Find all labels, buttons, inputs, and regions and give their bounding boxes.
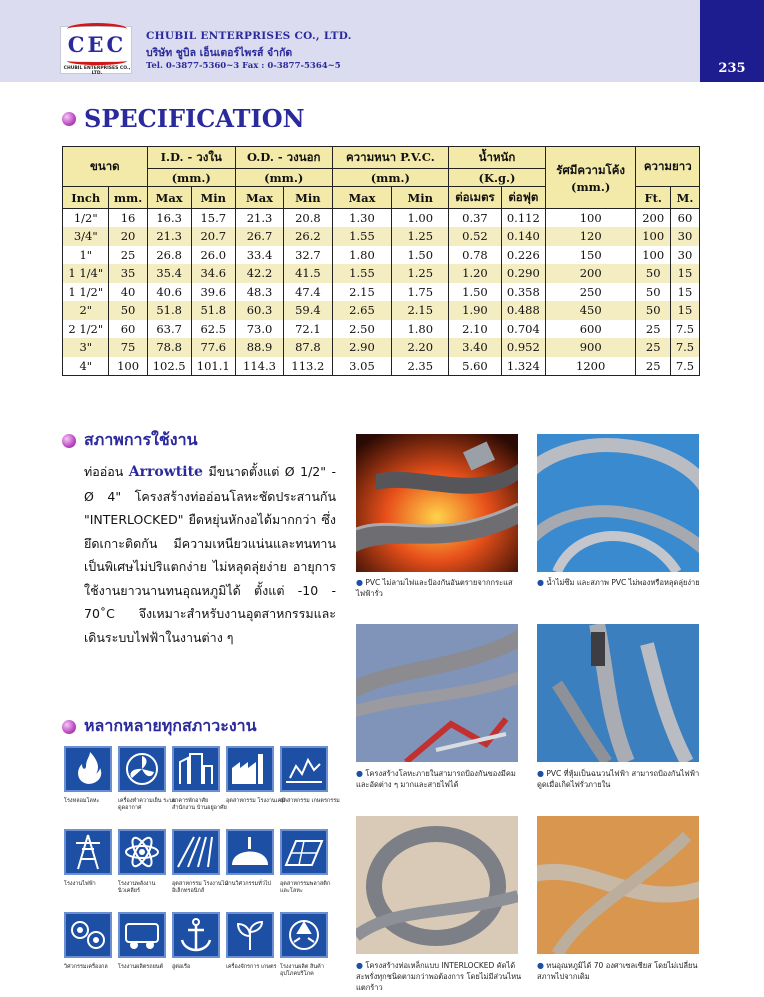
cell-inch: 1 1/2" [63,283,109,302]
cell-inch: 4" [63,357,109,376]
cell-m: 15 [670,264,699,283]
cell-id-max: 40.6 [147,283,191,302]
cell-per-meter: 3.40 [449,338,502,357]
caption-cut [537,768,703,790]
caption-sand [537,960,703,982]
cell-ft: 25 [636,357,670,376]
cell-id-max: 21.3 [147,227,191,246]
company-name-en: CHUBIL ENTERPRISES CO., LTD. [146,30,352,42]
photo-blue [537,434,699,572]
grain-icon [282,748,326,790]
photo-fire-image [356,434,518,572]
bullet-icon [62,434,76,448]
spec-title: SPECIFICATION [84,104,305,133]
cell-od-min: 113.2 [284,357,332,376]
cell-m: 7.5 [670,320,699,339]
application-tile [226,829,274,875]
cell-per-meter: 2.10 [449,320,502,339]
company-contact: Tel. 0-3877-5360~3 Fax : 0-3877-5364~5 [146,61,341,71]
bullet-dot-icon: ● [537,578,544,587]
photo-coil-image [356,816,518,954]
flame-icon [66,748,110,790]
cell-thick-max: 2.65 [332,301,392,320]
cell-id-min: 20.7 [191,227,235,246]
th-size: ขนาด [63,147,148,187]
cell-thick-min: 2.15 [392,301,449,320]
cell-thick-min: 2.20 [392,338,449,357]
caption-sand-text: ทนอุณหภูมิได้ 70 องศาเซลเซียส โดยไม่เปลี่ยนสภาพไปจากเดิม [537,961,698,981]
cell-m: 7.5 [670,338,699,357]
cell-inch: 2 1/2" [63,320,109,339]
cell-thick-min: 1.25 [392,264,449,283]
cell-radius: 150 [545,246,636,265]
cell-thick-max: 2.15 [332,283,392,302]
applications-title: หลากหลายทุกสภาวะงาน [84,716,257,735]
cell-m: 15 [670,283,699,302]
application-label: อู่ต่อเรือ [172,964,191,970]
cell-od-min: 32.7 [284,246,332,265]
company-name-th: บริษัท ชูบิล เอ็นเตอร์ไพรส์ จำกัด [146,47,293,59]
cell-inch: 1" [63,246,109,265]
cell-radius: 120 [545,227,636,246]
cell-ft: 200 [636,209,670,228]
usage-text-body: มีขนาดตั้งแต่ Ø 1/2" - Ø 4" โครงสร้างท่ออ่อนโลหะชัดประสานกัน "INTERLOCKED" ยืดหยุ่นหักงอได้มากกว่า ซึ่งยึดเกาะติดกัน มีความเหนียวแน่นและทนทาน เป็นพิเศษไม่ปริแตกง่าย ไม่หลุดลุ่ยง่าย อายุการใช้งานยาวนานทนอุณหภูมิได้ ตั้งแต่ -10 - 70˚C จึงเหมาะสำหรับงานอุตสาหกรรมและเดินระบบไฟฟ้าในงานต่าง ๆ [84,464,336,645]
atom-icon [120,831,164,873]
cell-id-max: 16.3 [147,209,191,228]
photo-cut [537,624,699,762]
cell-per-foot: 0.226 [501,246,545,265]
cell-od-min: 59.4 [284,301,332,320]
cell-m: 30 [670,227,699,246]
cell-od-max: 73.0 [235,320,283,339]
cell-id-min: 77.6 [191,338,235,357]
application-tile [172,912,220,958]
photo-water-image [356,624,518,762]
th-id: I.D. - วงใน [147,147,235,169]
application-label: อุตสาหกรรม โรงงานไม้ อิเล็กทรอนิกส์ [172,881,229,894]
table-row [63,357,700,376]
bullet-icon [62,720,76,734]
application-label: เครื่องจักรการ เกษตร [226,964,277,970]
cell-id-min: 51.8 [191,301,235,320]
anchor-icon [174,914,218,956]
application-tile [280,912,328,958]
logo-swoosh-bottom [67,57,127,65]
photo-cut-image [537,624,699,762]
caption-blue-text: น้ำไม่ซึม และสภาพ PVC ไม่พองหรือหลุดลุ่ยง่าย [546,578,700,587]
th-per-meter: ต่อเมตร [449,187,502,209]
application-tile [280,746,328,792]
cell-ft: 50 [636,301,670,320]
cell-id-min: 101.1 [191,357,235,376]
cell-id-max: 102.5 [147,357,191,376]
cell-inch: 2" [63,301,109,320]
th-thickness-unit: (mm.) [332,169,449,187]
company-logo [60,26,132,74]
photo-coil [356,816,518,954]
caption-coil [356,960,522,993]
application-tile [64,829,112,875]
logo-subtitle: CHUBIL ENTERPRISES CO., LTD. [63,66,131,76]
cell-mm: 75 [109,338,147,357]
cell-od-min: 41.5 [284,264,332,283]
application-label: โรงงานผลิต สินค้าอุปโภคบริโภค [280,964,324,977]
caption-water-text: โครงสร้างโลหะภายในสามารถป้องกันของมีคมและอัดต่าง ๆ มากและสายไฟได้ [356,769,516,789]
usage-text-prefix: ท่ออ่อน [84,464,129,479]
cell-radius: 200 [545,264,636,283]
cell-per-foot: 0.488 [501,301,545,320]
th-id-min: Min [191,187,235,209]
photo-fire [356,434,518,572]
th-m: M. [670,187,699,209]
cell-id-min: 26.0 [191,246,235,265]
cell-od-max: 26.7 [235,227,283,246]
cell-ft: 50 [636,283,670,302]
cell-id-min: 34.6 [191,264,235,283]
caption-fire-text: PVC ไม่ลามไฟและป้องกันอันตรายจากกระแสไฟฟ้ารั่ว [356,578,513,598]
application-tile [172,746,220,792]
usage-paragraph [84,460,336,649]
cell-per-meter: 0.78 [449,246,502,265]
cell-per-foot: 0.704 [501,320,545,339]
application-label: เครื่องทำความเย็น ระบบดูดอากาศ [118,798,177,811]
application-label: งานวิศวกรรมทั่วไป [226,881,272,887]
cell-od-min: 47.4 [284,283,332,302]
photo-blue-image [537,434,699,572]
th-radius-unit: (mm.) [571,179,611,194]
table-row [63,320,700,339]
caption-coil-text: โครงสร้างท่อเหล็กแบบ INTERLOCKED คัดได้สะพรั่งทุกชนิดตามกว่าพอต้องการ โดยไม่มีส่วนไหนแตกร้าว [356,961,522,992]
cell-per-foot: 0.112 [501,209,545,228]
th-ft: Ft. [636,187,670,209]
cell-ft: 50 [636,264,670,283]
cell-ft: 25 [636,338,670,357]
cell-od-min: 26.2 [284,227,332,246]
cell-inch: 3/4" [63,227,109,246]
application-label: โรงงานผลิตรถยนต์ [118,964,164,970]
cell-thick-max: 1.55 [332,264,392,283]
cell-mm: 20 [109,227,147,246]
cell-per-meter: 5.60 [449,357,502,376]
brand-name: Arrowtite [128,464,203,480]
cell-id-max: 63.7 [147,320,191,339]
page-number-box [700,0,764,82]
cell-inch: 1 1/4" [63,264,109,283]
factory-icon [228,748,272,790]
table-row [63,338,700,357]
application-label: อุตสาหกรรม เกษตรกรรม [280,798,340,804]
cell-per-foot: 0.358 [501,283,545,302]
th-inch: Inch [63,187,109,209]
cell-per-meter: 1.20 [449,264,502,283]
vehicle-icon [120,914,164,956]
cell-m: 15 [670,301,699,320]
application-tile [226,912,274,958]
cell-per-foot: 0.140 [501,227,545,246]
cell-id-min: 15.7 [191,209,235,228]
cell-thick-min: 1.75 [392,283,449,302]
cell-mm: 40 [109,283,147,302]
cell-inch: 1/2" [63,209,109,228]
bullet-dot-icon: ● [356,961,363,970]
application-label: วิศวกรรมเครื่องกล [64,964,108,970]
application-tile [118,829,166,875]
th-od-unit: (mm.) [235,169,332,187]
bullet-dot-icon: ● [356,769,363,778]
cell-radius: 600 [545,320,636,339]
spec-table [62,146,700,376]
th-per-foot: ต่อฟุต [501,187,545,209]
caption-blue [537,577,703,588]
cell-id-min: 62.5 [191,320,235,339]
cell-per-meter: 1.90 [449,301,502,320]
cell-id-max: 35.4 [147,264,191,283]
cell-radius: 450 [545,301,636,320]
application-label: อุตสาหกรรม โรงงานเคมี [226,798,285,804]
cell-ft: 100 [636,227,670,246]
table-row [63,227,700,246]
cell-id-max: 51.8 [147,301,191,320]
cell-od-max: 60.3 [235,301,283,320]
tower-icon [66,831,110,873]
th-id-unit: (mm.) [147,169,235,187]
bullet-icon [62,112,76,126]
usage-heading [62,428,198,453]
bullet-dot-icon: ● [537,961,544,970]
cell-thick-max: 1.55 [332,227,392,246]
application-label: โรงหลอมโลหะ [64,798,100,804]
cell-od-max: 48.3 [235,283,283,302]
cell-thick-min: 1.00 [392,209,449,228]
cell-id-min: 39.6 [191,283,235,302]
application-tile [172,829,220,875]
cell-ft: 25 [636,320,670,339]
cell-od-max: 114.3 [235,357,283,376]
cell-od-max: 42.2 [235,264,283,283]
th-od: O.D. - วงนอก [235,147,332,169]
application-tile [64,746,112,792]
cell-radius: 900 [545,338,636,357]
cell-mm: 60 [109,320,147,339]
applications-heading [62,714,257,739]
cell-od-max: 21.3 [235,209,283,228]
cell-per-foot: 1.324 [501,357,545,376]
spec-table-body [63,209,700,376]
application-label: อาคารพักอาศัย สำนักงาน บ้านอยู่อาศัย [172,798,227,811]
cell-m: 7.5 [670,357,699,376]
logo-text: CEC [67,32,127,57]
cell-per-meter: 1.50 [449,283,502,302]
th-weight-unit: (K.g.) [449,169,546,187]
th-weight: น้ำหนัก [449,147,546,169]
cell-od-min: 20.8 [284,209,332,228]
bullet-dot-icon: ● [356,578,363,587]
table-row [63,283,700,302]
cell-per-foot: 0.952 [501,338,545,357]
cell-per-meter: 0.37 [449,209,502,228]
cell-od-min: 72.1 [284,320,332,339]
cell-thick-max: 2.50 [332,320,392,339]
plant-icon [228,914,272,956]
photo-water [356,624,518,762]
cell-ft: 100 [636,246,670,265]
usage-title: สภาพการใช้งาน [84,430,198,449]
cell-mm: 35 [109,264,147,283]
application-tile [118,746,166,792]
solar-icon [282,831,326,873]
th-radius [545,147,636,209]
caption-fire [356,577,522,599]
bullet-dot-icon: ● [537,769,544,778]
th-od-max: Max [235,187,283,209]
cell-per-foot: 0.290 [501,264,545,283]
cell-radius: 250 [545,283,636,302]
application-tile [280,829,328,875]
cell-thick-max: 1.80 [332,246,392,265]
rail-icon [174,831,218,873]
table-row [63,209,700,228]
photo-sand [537,816,699,954]
cell-thick-max: 3.05 [332,357,392,376]
th-od-min: Min [284,187,332,209]
dome-icon [228,831,272,873]
th-radius-label: รัศมีความโค้ง [556,162,626,177]
application-label: โรงงานพลังงาน นิวเคลียร์ [118,881,156,894]
table-row [63,246,700,265]
page-header [0,0,764,82]
cell-inch: 3" [63,338,109,357]
cell-od-max: 33.4 [235,246,283,265]
cell-thick-min: 1.80 [392,320,449,339]
application-tile [226,746,274,792]
photo-sand-image [537,816,699,954]
cell-thick-min: 1.50 [392,246,449,265]
page-number: 235 [718,61,746,76]
application-label: อุตสาหกรรมพลาสติก และโลหะ [280,881,331,894]
cell-radius: 100 [545,209,636,228]
recycle-icon [282,914,326,956]
th-thick-max: Max [332,187,392,209]
cell-thick-max: 1.30 [332,209,392,228]
cell-per-meter: 0.52 [449,227,502,246]
application-tile [118,912,166,958]
machine-icon [66,914,110,956]
cell-od-max: 88.9 [235,338,283,357]
th-length: ความยาว [636,147,700,187]
building-icon [174,748,218,790]
cell-mm: 50 [109,301,147,320]
table-row [63,301,700,320]
th-thick-min: Min [392,187,449,209]
cell-m: 60 [670,209,699,228]
th-mm: mm. [109,187,147,209]
caption-water [356,768,522,790]
spec-heading [62,104,305,133]
cell-m: 30 [670,246,699,265]
cell-thick-min: 1.25 [392,227,449,246]
cell-thick-max: 2.90 [332,338,392,357]
cell-radius: 1200 [545,357,636,376]
application-label: โรงงานไฟฟ้า [64,881,96,887]
application-tile [64,912,112,958]
caption-cut-text: PVC ที่หุ้มเป็นฉนวนไฟฟ้า สามารถป้องกันไฟฟ้าดูดเมื่อเกิดไฟรั่วภายใน [537,769,700,789]
cell-mm: 16 [109,209,147,228]
cell-mm: 100 [109,357,147,376]
cell-id-max: 26.8 [147,246,191,265]
th-id-max: Max [147,187,191,209]
cell-od-min: 87.8 [284,338,332,357]
fan-icon [120,748,164,790]
cell-id-max: 78.8 [147,338,191,357]
cell-thick-min: 2.35 [392,357,449,376]
table-row [63,264,700,283]
th-thickness: ความหนา P.V.C. [332,147,449,169]
cell-mm: 25 [109,246,147,265]
